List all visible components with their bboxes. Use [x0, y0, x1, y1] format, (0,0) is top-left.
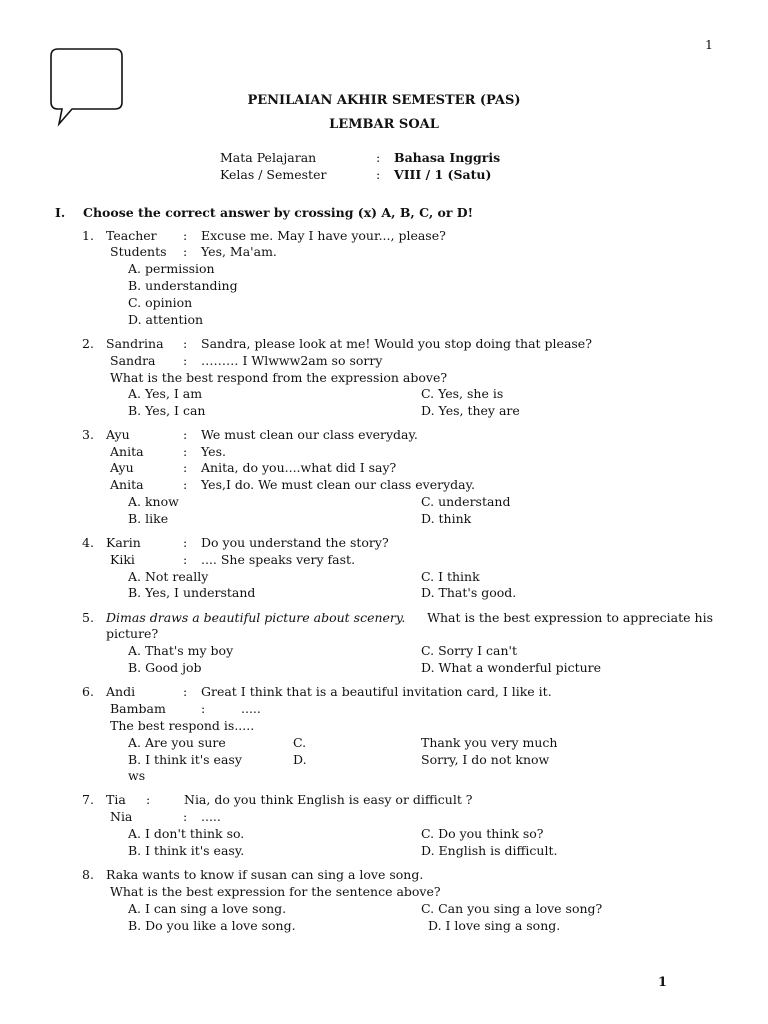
dialog-line: Anita, do you....what did I say?: [201, 460, 397, 475]
section-numeral: I.: [55, 205, 66, 220]
question-number: 5.: [82, 610, 94, 625]
dialog-line: Great I think that is a beautiful invitation card, I like it.: [201, 684, 552, 699]
dialog-speaker: Anita: [110, 477, 144, 492]
question-number: 6.: [82, 684, 94, 699]
dialog-speaker: Sandrina: [106, 336, 164, 351]
dialog-line: Nia, do you think English is easy or difficult ?: [184, 792, 473, 807]
question-prompt: What is the best expression for the sentence above?: [110, 884, 441, 899]
answer-option[interactable]: B. Do you like a love song.: [128, 918, 296, 933]
dialog-sep: :: [183, 535, 188, 550]
dialog-speaker: Tia: [106, 792, 126, 807]
dialog-speaker: Teacher: [106, 228, 157, 243]
question-stem: Raka wants to know if susan can sing a love song.: [106, 867, 424, 882]
page-subtitle: LEMBAR SOAL: [329, 117, 439, 132]
dialog-sep: :: [183, 477, 188, 492]
answer-option[interactable]: B. Good job: [128, 660, 202, 675]
answer-option-letter[interactable]: D.: [293, 752, 307, 767]
question-number: 2.: [82, 336, 94, 351]
answer-option[interactable]: C. I think: [421, 569, 480, 584]
question-prompt: What is the best respond from the expression above?: [110, 370, 448, 385]
question-number: 8.: [82, 867, 94, 882]
question-stem-italic: Dimas draws a beautiful picture about scenery.: [106, 610, 406, 625]
answer-option[interactable]: C. Do you think so?: [421, 826, 544, 841]
question-number: 4.: [82, 535, 94, 550]
dialog-speaker: Nia: [110, 809, 133, 824]
answer-option-text[interactable]: Sorry, I do not know: [421, 752, 550, 767]
answer-option[interactable]: A. I can sing a love song.: [128, 901, 287, 916]
meta-value-subject: Bahasa Inggris: [394, 150, 501, 165]
dialog-sep: :: [183, 444, 188, 459]
answer-option[interactable]: B. understanding: [128, 278, 238, 293]
dialog-sep: :: [183, 336, 188, 351]
answer-option[interactable]: C. Yes, she is: [421, 386, 504, 401]
dialog-sep: :: [183, 684, 188, 699]
page-number-top: 1: [705, 37, 713, 52]
question-stem: [106, 610, 713, 626]
question-stem-rest: What is the best expression to appreciate his: [427, 610, 713, 625]
dialog-line: ……… I Wlwww2am so sorry: [201, 353, 383, 368]
question-number: 7.: [82, 792, 94, 807]
dialog-speaker: Sandra: [110, 353, 156, 368]
answer-option[interactable]: B. Yes, I understand: [128, 585, 256, 600]
answer-option-letter[interactable]: C.: [293, 735, 307, 750]
answer-option[interactable]: A. That's my boy: [128, 643, 234, 658]
answer-option-wrap: ws: [128, 768, 146, 783]
dialog-speaker: Ayu: [106, 427, 130, 442]
dialog-line: Excuse me. May I have your..., please?: [201, 228, 446, 243]
dialog-speaker: Ayu: [110, 460, 134, 475]
dialog-sep: :: [183, 552, 188, 567]
dialog-line: Yes, Ma'am.: [201, 244, 277, 259]
meta-sep-subject: :: [376, 150, 381, 165]
answer-option[interactable]: D. attention: [128, 312, 204, 327]
meta-sep-class: :: [376, 167, 381, 182]
answer-option[interactable]: A. permission: [128, 261, 215, 276]
dialog-speaker: Karin: [106, 535, 141, 550]
meta-label-class: Kelas / Semester: [220, 167, 327, 182]
answer-option[interactable]: B. Yes, I can: [128, 403, 206, 418]
dialog-speaker: Anita: [110, 444, 144, 459]
dialog-line: Yes.: [201, 444, 226, 459]
question-number: 3.: [82, 427, 94, 442]
dialog-sep: :: [183, 244, 188, 259]
dialog-line: We must clean our class everyday.: [201, 427, 418, 442]
dialog-speaker: Kiki: [110, 552, 135, 567]
answer-option[interactable]: B. I think it's easy.: [128, 843, 245, 858]
answer-option[interactable]: A. Yes, I am: [128, 386, 203, 401]
section-instruction: Choose the correct answer by crossing (x) A, B, C, or D!: [83, 205, 474, 220]
meta-value-class: VIII / 1 (Satu): [394, 167, 492, 182]
dialog-line: .....: [201, 809, 221, 824]
dialog-line: Yes,I do. We must clean our class everyday.: [201, 477, 476, 492]
question-stem-line2: picture?: [106, 626, 159, 641]
dialog-speaker: Andi: [106, 684, 136, 699]
dialog-line: Sandra, please look at me! Would you stop doing that please?: [201, 336, 592, 351]
question-number: 1.: [82, 228, 94, 243]
dialog-sep: :: [146, 792, 151, 807]
answer-option[interactable]: C. Sorry I can't: [421, 643, 518, 658]
answer-option[interactable]: C. understand: [421, 494, 511, 509]
dialog-sep: :: [201, 701, 206, 716]
answer-option[interactable]: D. What a wonderful picture: [421, 660, 602, 675]
answer-option[interactable]: D. That's good.: [421, 585, 517, 600]
answer-option[interactable]: D. English is difficult.: [421, 843, 558, 858]
dialog-line: Do you understand the story?: [201, 535, 389, 550]
answer-option[interactable]: A. Are you sure: [128, 735, 226, 750]
dialog-sep: :: [183, 228, 188, 243]
dialog-sep: :: [183, 809, 188, 824]
dialog-sep: :: [183, 460, 188, 475]
dialog-sep: :: [183, 353, 188, 368]
answer-option-text[interactable]: Thank you very much: [421, 735, 558, 750]
dialog-line: .....: [241, 701, 261, 716]
question-prompt: The best respond is.....: [110, 718, 255, 733]
answer-option[interactable]: A. I don't think so.: [128, 826, 245, 841]
answer-option[interactable]: D. I love sing a song.: [428, 918, 561, 933]
dialog-speaker: Bambam: [110, 701, 166, 716]
page-title: PENILAIAN AKHIR SEMESTER (PAS): [247, 93, 521, 108]
dialog-speaker: Students: [110, 244, 167, 259]
answer-option[interactable]: A. know: [128, 494, 179, 509]
answer-option[interactable]: C. opinion: [128, 295, 193, 310]
page-number-bottom: 1: [658, 975, 668, 990]
answer-option[interactable]: B. like: [128, 511, 169, 526]
answer-option[interactable]: D. Yes, they are: [421, 403, 520, 418]
dialog-sep: :: [183, 427, 188, 442]
meta-label-subject: Mata Pelajaran: [220, 150, 317, 165]
speech-bubble-icon: [48, 46, 128, 128]
answer-option[interactable]: A. Not really: [128, 569, 209, 584]
answer-option[interactable]: D. think: [421, 511, 472, 526]
answer-option[interactable]: B. I think it's easy: [128, 752, 242, 767]
dialog-line: .... She speaks very fast.: [201, 552, 356, 567]
answer-option[interactable]: C. Can you sing a love song?: [421, 901, 603, 916]
